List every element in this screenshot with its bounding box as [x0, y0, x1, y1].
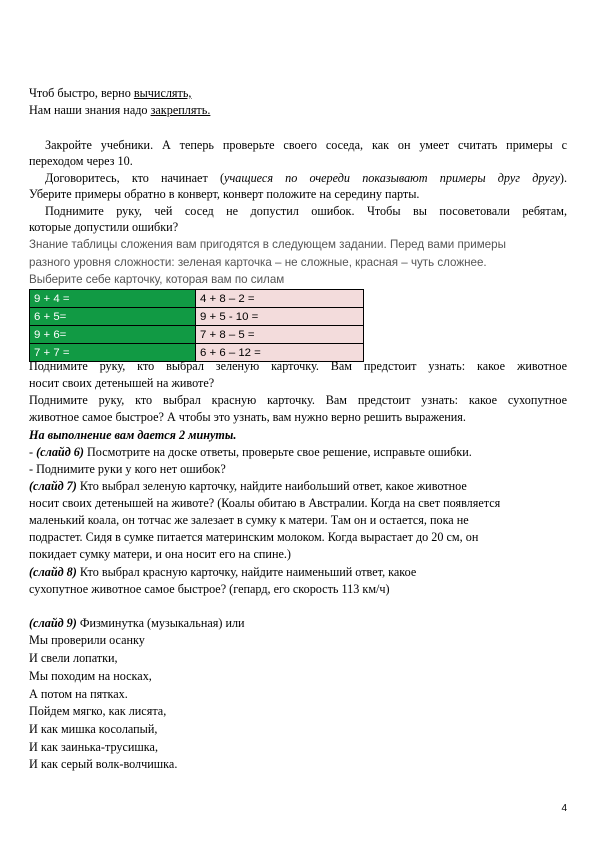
- table-row: [30, 290, 364, 308]
- time-note: На выполнение вам дается 2 минуты.: [29, 428, 237, 442]
- task-note-line-3: Выберите себе карточку, которая вам по силам: [29, 273, 285, 286]
- slide6-line: - (слайд 6) Посмотрите на доске ответы, проверьте свое решение, исправьте ошибки.: [29, 445, 472, 459]
- paragraph-agree-line-2: Уберите примеры обратно в конверт, конверт положите на середину парты.: [29, 187, 420, 201]
- task-note-line-1: Знание таблицы сложения вам пригодятся в следующем задании. Перед вами примеры: [29, 238, 506, 251]
- poem-line: Пойдем мягко, как лисята,: [29, 704, 167, 718]
- cards-table: [29, 289, 364, 362]
- page-number: 4: [561, 803, 567, 814]
- slide7-line-3: маленький коала, он тотчас же залезает в сумку к матери. Там он и остается, пока не: [29, 513, 469, 527]
- poem-line: И как мишка косолапый,: [29, 722, 158, 736]
- red-card-cell: 9 + 5 - 10 =: [196, 308, 364, 326]
- table-row: [30, 326, 364, 344]
- paragraph-agree-line-1: Договоритесь, кто начинает (учащиеся по очереди показывают примеры друг другу).: [45, 171, 567, 185]
- red-card-cell: 4 + 8 – 2 =: [196, 290, 364, 308]
- slide7-line-4: подрастет. Сидя в сумке питается материнским молоком. Когда вырастает до 20 см, он: [29, 530, 479, 544]
- slide9-title: (слайд 9) Физминутка (музыкальная) или: [29, 616, 245, 630]
- poem-line: И свели лопатки,: [29, 651, 118, 665]
- slide7-line-5: покидает сумку матери, и она носит его на спине.): [29, 547, 291, 561]
- red-question-line-2: животное самое быстрое? А чтобы это узнать, вам нужно верно решить выражения.: [29, 410, 466, 424]
- green-card-cell: 9 + 4 =: [30, 290, 196, 308]
- poem-line: Мы проверили осанку: [29, 633, 145, 647]
- green-question-line-1: Поднимите руку, кто выбрал зеленую карточку. Вам предстоит узнать: какое животное: [29, 359, 567, 373]
- poem-line: И как серый волк-волчишка.: [29, 757, 178, 771]
- paragraph-check-line-1: Закройте учебники. А теперь проверьте своего соседа, как он умеет считать примеры с: [45, 138, 567, 152]
- task-note-line-2: разного уровня сложности: зеленая карточка – не сложные, красная – чуть сложнее.: [29, 256, 487, 269]
- paragraph-check-line-2: переходом через 10.: [29, 154, 133, 168]
- poem-line: И как заинька-трусишка,: [29, 740, 159, 754]
- slide7-line-1: (слайд 7) Кто выбрал зеленую карточку, найдите наибольший ответ, какое животное: [29, 479, 467, 493]
- green-card-cell: 6 + 5=: [30, 308, 196, 326]
- paragraph-raise-line-1: Поднимите руку, чей сосед не допустил ошибок. Чтобы вы посоветовали ребятам,: [45, 204, 567, 218]
- poem-line: А потом на пятках.: [29, 687, 128, 701]
- green-question-line-2: носит своих детенышей на животе?: [29, 376, 215, 390]
- slide8-line-1: (слайд 8) Кто выбрал красную карточку, найдите наименьший ответ, какое: [29, 565, 417, 579]
- verse-line-2: Нам наши знания надо закреплять.: [29, 103, 211, 117]
- raise-no-errors: - Поднимите руки у кого нет ошибок?: [29, 462, 226, 476]
- red-card-cell: 7 + 8 – 5 =: [196, 326, 364, 344]
- green-card-cell: 9 + 6=: [30, 326, 196, 344]
- slide8-line-2: сухопутное животное самое быстрое? (гепард, его скорость 113 км/ч): [29, 582, 390, 596]
- table-row: [30, 308, 364, 326]
- green-card-cell: 7 + 7 =: [30, 344, 196, 362]
- red-question-line-1: Поднимите руку, кто выбрал красную карточку. Вам предстоит узнать: какое сухопутное: [29, 393, 567, 407]
- paragraph-raise-line-2: которые допустили ошибки?: [29, 220, 179, 234]
- red-card-cell: 6 + 6 – 12 =: [196, 344, 364, 362]
- poem-line: Мы походим на носках,: [29, 669, 152, 683]
- verse-line-1: Чтоб быстро, верно вычислять,: [29, 86, 192, 100]
- slide7-line-2: носит своих детенышей на животе? (Коалы обитаю в Австралии. Когда на свет появляется: [29, 496, 501, 510]
